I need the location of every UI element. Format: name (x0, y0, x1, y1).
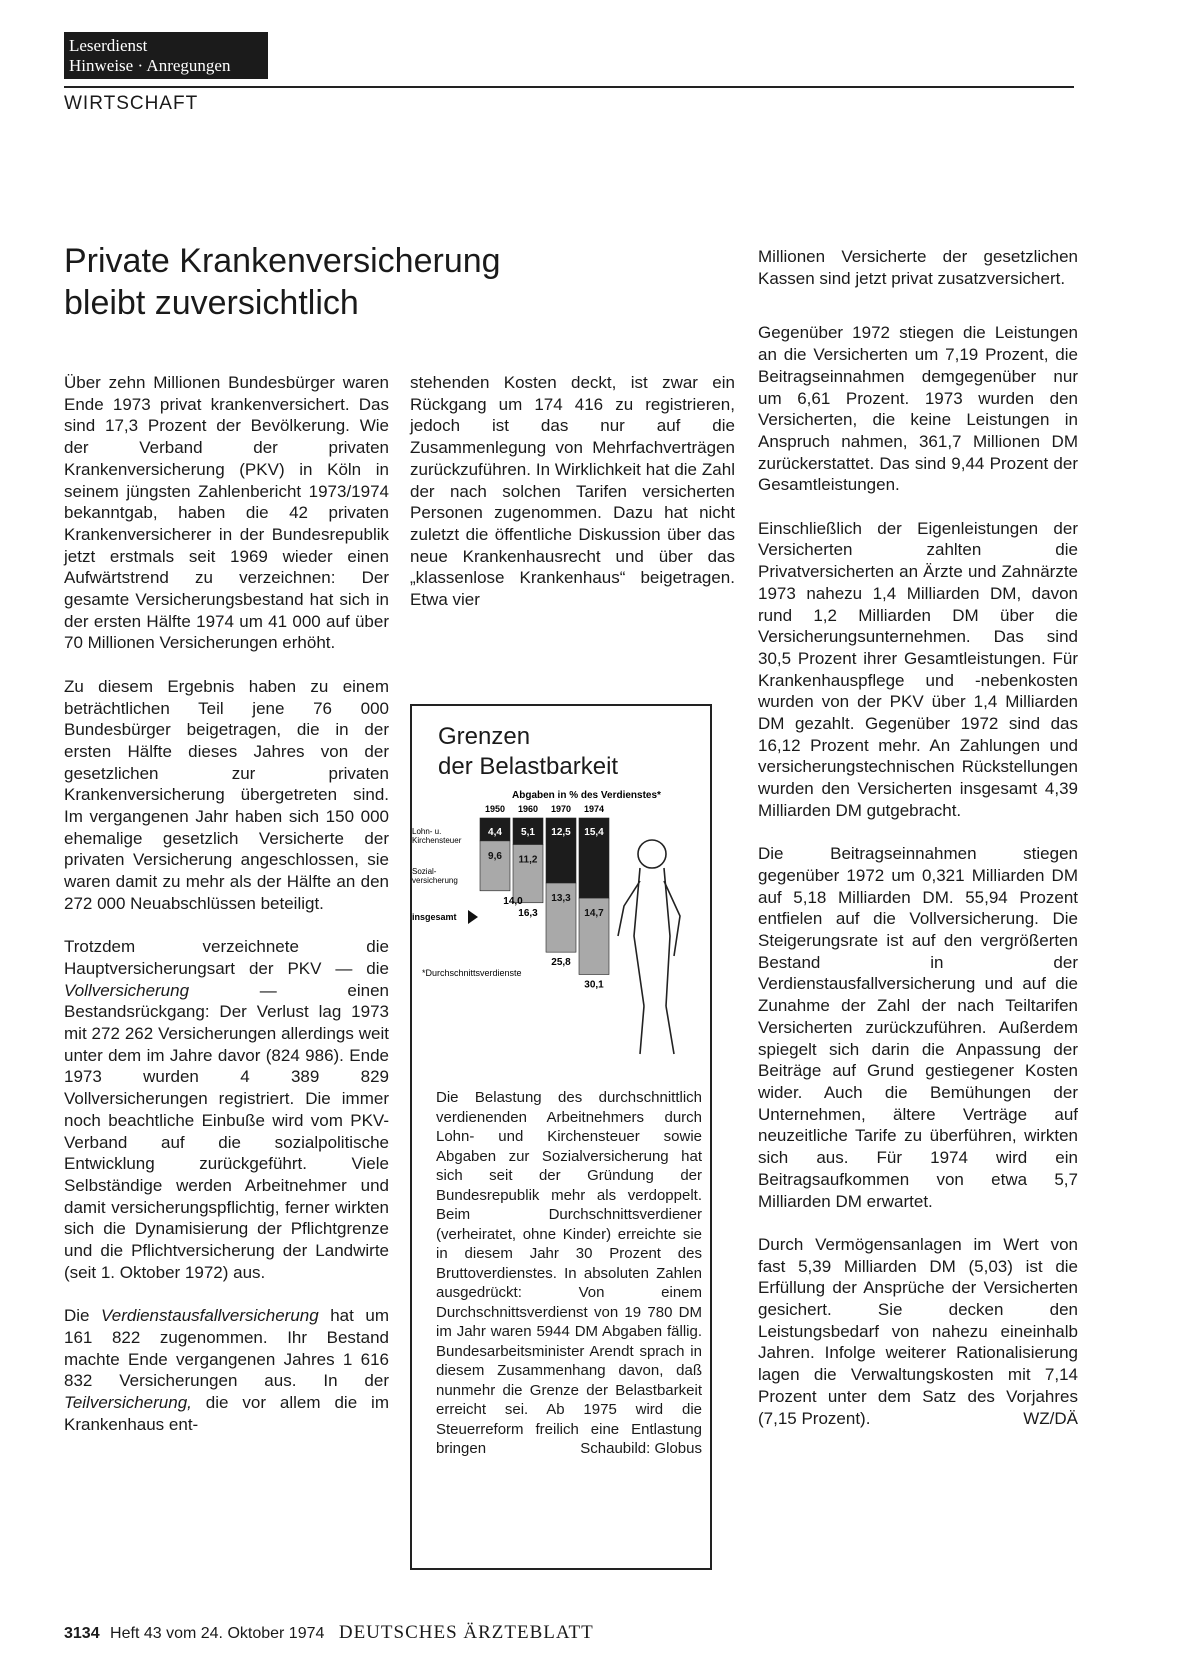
bar-value-label: 13,3 (551, 893, 571, 904)
text-run: — einen Bestandsrückgang: Der Verlust lag 1973 mit 272 262 Versicherungen allerdings weit unter dem im Jahre davor (824 986). Ende 1973 wurden 4 389 829 Vollversicherungen registriert. Die immer noch beachtliche Einbuße wird vom PKV-Verband auf die sozialpolitische Entwicklung zurückgeführt. Viele Selbständige werden Arbeitnehmer und damit versicherungspflichtig, ferner wirkten sich die Dynamisierung der Pflichtgrenze und die Pflichtversicherung der Landwirte (seit 1. Oktober 1972) aus. (64, 980, 389, 1282)
header-rule (64, 86, 1074, 88)
emphasis: Teilversicherung, (64, 1393, 192, 1412)
series-label: Sozial- (412, 867, 437, 876)
chart-title: Abgaben in % des Verdienstes* (512, 790, 661, 801)
bar-value-label: 11,2 (518, 854, 538, 866)
paragraph: stehenden Kosten deckt, ist zwar ein Rückgang um 174 416 zu registrieren, jedoch ist das nur auf die Zusammenlegung von Mehrfachverträgen zurückzuführen. In Wirklichkeit hat die Zahl der nach solchen Tarifen versicherten Personen zugenommen. Dazu hat nicht zuletzt die öffentliche Diskussion über das neue Krankenhausrecht und über das „klassenlose Krankenhaus“ beigetragen. Etwa vier (410, 373, 735, 610)
total-value-label: 16,3 (518, 907, 538, 919)
magazine-name: DEUTSCHES ÄRZTEBLATT (338, 1622, 594, 1643)
total-value-label: 14,0 (503, 895, 523, 907)
column-3 (758, 246, 1078, 1451)
paragraph: Die Beitragseinnahmen stiegen gegenüber 1972 um 0,321 Milliarden DM auf 5,18 Milliarden DM. 55,94 Prozent entfielen auf die Vollversicherung. Die Steigerungsrate ist auf den vergrößerten Bestand in der Verdienstausfallversicherung und auf die Zunahme der Zahl der nach Teiltarifen Versicherten zurückzuführen. Außerdem spiegelt sich darin die Anpassung der Beiträge auf Grund gestiegener Kosten wider. Auch die Bemühungen der Unternehmen, ältere Verträge auf neuzeitliche Tarife zu überführen, wirkten sich aus. Für 1974 wird ein Beitragsaufkommen von etwa 5,7 Milliarden DM erwartet. (758, 844, 1078, 1211)
series-label: Kirchensteuer (412, 836, 462, 845)
paragraph: Zu diesem Ergebnis haben zu einem beträchtlichen Teil jene 76 000 Bundesbürger beigetragen, die in der ersten Hälfte dieses Jahres von der gesetzlichen zur privaten Krankenversicherung übergetreten sind. Im vergangenen Jahr haben sich 150 000 ehemalige gesetzlich Versicherte der privaten Versicherung angeschlossen, sie waren damit zu mehr als der Hälfte an den 272 000 Neuabschlüssen beteiligt. (64, 676, 389, 913)
page-number: 3134 (64, 1625, 100, 1642)
bar-segment (513, 845, 543, 903)
section-label: WIRTSCHAFT (64, 93, 199, 114)
series-label: versicherung (412, 876, 458, 885)
text-run: Durch Vermögensanlagen im Wert von fast 5,39 Milliarden DM (5,03) ist die Erfüllung der Ansprüche der Versicherten gesichert. Sie decken den Leistungsbedarf von nahezu eineinhalb Jahren. Infolge weiterer Rationalisierung lagen die Verwaltungskosten mit 7,14 Prozent unter dem Satz des Vorjahres (7,15 Prozent). (758, 1234, 1078, 1428)
text-run: Trotzdem verzeichnete die Hauptversicherungsart der PKV — die (64, 937, 389, 978)
figure-legs (640, 1006, 674, 1054)
text-run: die vor allem die im Krankenhaus ent- (64, 1393, 389, 1434)
article-title (64, 240, 501, 324)
paragraph: Einschließlich der Eigenleistungen der Versicherten zahlten die Privatversicherten an Ärzte und Zahnärzte 1973 nahezu 1,4 Milliarden DM, davon rund 1,2 Milliarden DM über die Versicherungsunternehmen. Das sind 30,5 Prozent ihrer Gesamtleistungen. Für Krankenhauspflege und -nebenkosten wurden von der PKV über 1,4 Milliarden DM gezahlt. Gegenüber 1972 sind das 16,12 Prozent mehr. An Zahlungen und versicherungstechnischen Rückstellungen wurden den Versicherten insgesamt 4,39 Milliarden DM gutgebracht. (758, 518, 1078, 820)
emphasis: Vollversicherung (64, 980, 190, 1000)
leserdienst-badge (64, 32, 268, 79)
bar-value-label: 5,1 (521, 827, 535, 838)
bar-segment (480, 841, 510, 891)
page-footer (64, 1622, 594, 1644)
bar-chart (412, 786, 710, 1078)
text-run: hat um 161 822 zugenommen. Ihr Bestand machte Ende vergangenen Jahres 1 616 832 Versicherungen aus. In der (64, 1306, 390, 1391)
paragraph: Gegenüber 1972 stiegen die Leistungen an die Versicherten um 7,19 Prozent, die Beitragseinnahmen demgegenüber nur um 6,61 Prozent. 1973 wurden den Versicherten, die keine Leistungen in Anspruch nahmen, 361,7 Millionen DM zurückerstattet. Das sind 9,44 Prozent der Gesamtleistungen. (758, 323, 1078, 495)
paragraph (64, 936, 389, 1283)
category-label: 1970 (550, 804, 572, 814)
total-arrow (468, 910, 478, 924)
paragraph (64, 1305, 389, 1435)
figure-arms (618, 881, 680, 956)
total-label: insgesamt (412, 912, 457, 922)
person-figure (618, 840, 680, 1054)
title-line-1: Private Krankenversicherung (64, 242, 501, 280)
text-run: Die (64, 1306, 102, 1326)
total-value-label: 25,8 (551, 957, 571, 969)
bar-value-label: 15,4 (584, 827, 604, 838)
infobox-title-line-2: der Belastbarkeit (438, 753, 619, 780)
title-line-2: bleibt zuversichtlich (64, 284, 359, 322)
paragraph: Millionen Versicherte der gesetzlichen Kassen sind jetzt privat zusatzversichert. (758, 247, 1078, 288)
paragraph (758, 1234, 1078, 1429)
figure-head (638, 840, 666, 868)
emphasis: Verdienstausfallversicherung (101, 1306, 319, 1326)
bar-value-label: 12,5 (551, 827, 571, 838)
series-label: Lohn- u. (412, 827, 442, 836)
column-2 (410, 372, 735, 632)
infobox-caption (436, 1088, 702, 1459)
signature: WZ/DÄ (1023, 1408, 1078, 1428)
issue-info: Heft 43 vom 24. Oktober 1974 (110, 1625, 325, 1642)
paragraph: Über zehn Millionen Bundesbürger waren Ende 1973 privat krankenversichert. Das sind 17,3 Prozent der Bevölkerung. Wie der Verband der privaten Krankenversicherung (PKV) in Köln in seinem jüngsten Zahlenbericht 1973/1974 bekanntgab, haben die 42 privaten Krankenversicherer in der Bundesrepublik jetzt erstmals seit 1969 wieder einen Aufwärtstrend zu verzeichnen: Der gesamte Versicherungsbestand hat sich in der ersten Hälfte 1974 um 41 000 auf über 70 Millionen Versicherungen erhöht. (64, 373, 389, 653)
badge-line-2: Hinweise · Anregungen (69, 56, 231, 75)
category-label: 1960 (517, 804, 539, 814)
column-1 (64, 372, 389, 1457)
bar-value-label: 9,6 (488, 850, 502, 862)
category-label: 1950 (484, 804, 506, 814)
chart-footnote: *Durchschnittsverdienste (422, 968, 522, 978)
caption-credit: Schaubild: Globus (580, 1440, 702, 1457)
infobox-title-line-1: Grenzen (438, 723, 531, 750)
badge-line-1: Leserdienst (69, 36, 148, 55)
caption-text: Die Belastung des durchschnittlich verdienenden Arbeitnehmers durch Lohn- und Kirchensteuer sowie Abgaben zur Sozialversicherung hat sich seit der Gründung der Bundesrepublik mehr als verdoppelt. Beim Durchschnittsverdiener (verheiratet, ohne Kinder) erreichte sie in diesem Jahr 30 Prozent des Bruttoverdienstes. In absoluten Zahlen ausgedrückt: Von einem Durchschnittsverdienst von 19 780 DM im Jahr waren 5944 DM Abgaben fällig. Bundesarbeitsminister Arendt sprach in diesem Zusammenhang davon, daß nunmehr die Grenze der Belastbarkeit erreicht sei. Ab 1975 wird die Steuerreform freilich eine Entlastung bringen (436, 1089, 702, 1457)
bar-value-label: 4,4 (488, 827, 502, 838)
figure-body (634, 868, 670, 1006)
infobox-title (438, 722, 618, 782)
category-label: 1974 (583, 804, 605, 814)
total-value-label: 30,1 (584, 979, 604, 991)
bar-value-label: 14,7 (584, 908, 604, 920)
